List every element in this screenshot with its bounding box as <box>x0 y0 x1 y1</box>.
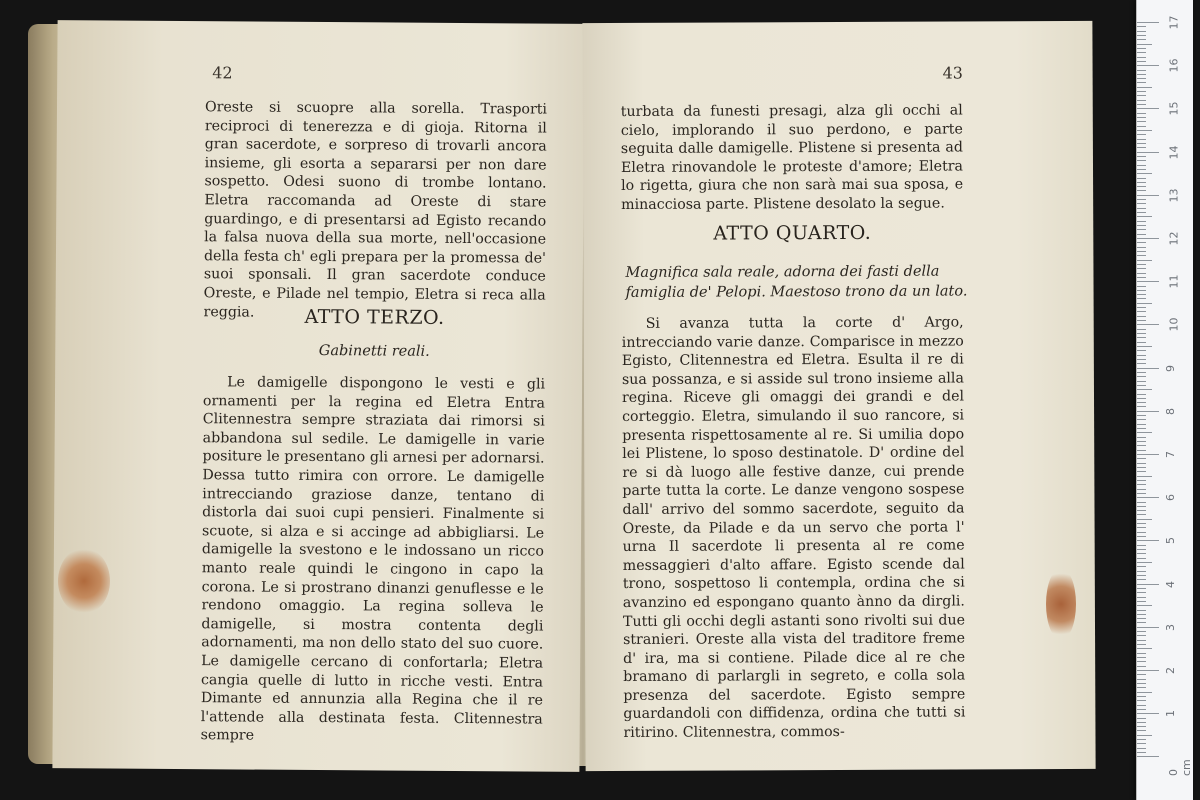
ruler-minor-tick <box>1137 381 1146 382</box>
ruler-minor-tick <box>1137 739 1146 740</box>
ruler-major-tick <box>1137 108 1159 109</box>
ruler-minor-tick <box>1137 484 1146 485</box>
left-top-paragraph: Oreste si scuopre alla sorella. Trasporti reciproci di tenerezza e di gioja. Ritorna il gran sacerdote, e sorpreso di trovarli ancora insieme, gli esorta a separarsi per non dare sospetto. Odesi suono di trombe lontano. Eletra raccomanda ad Oreste di stare guardingo, e di presentarsi ad Egisto recando la falsa nuova della sua morte, nell'occasione della festa ch' egli prepara per la promessa de' suoi sponsali. Il gran sacerdote conduce Oreste, e Pilade nel tempio, Eletra si reca alla reggia. <box>203 99 548 321</box>
ruler-label: 16 <box>1167 58 1181 73</box>
right-page-body-text <box>622 313 966 742</box>
ruler-minor-tick <box>1137 523 1146 524</box>
ruler-label: 15 <box>1167 101 1181 116</box>
ruler-minor-tick <box>1137 419 1146 420</box>
ruler-minor-tick <box>1137 260 1152 261</box>
ruler-label: 6 <box>1164 494 1177 502</box>
ruler-minor-tick <box>1137 510 1146 511</box>
ruler-minor-tick <box>1137 100 1146 101</box>
ruler-major-tick <box>1137 584 1159 585</box>
ruler-minor-tick <box>1137 385 1146 386</box>
act-three-scene: Gabinetti reali. <box>318 343 430 360</box>
ruler-label: 4 <box>1164 580 1177 588</box>
ruler-major-tick <box>1137 368 1159 369</box>
ruler-label: 1 <box>1164 710 1177 718</box>
ruler-minor-tick <box>1137 376 1146 377</box>
ruler-minor-tick <box>1137 178 1146 179</box>
ruler-minor-tick <box>1137 519 1152 520</box>
ruler-minor-tick <box>1137 610 1146 611</box>
ruler-label: 10 <box>1167 317 1181 332</box>
ruler-minor-tick <box>1137 329 1146 330</box>
ruler-minor-tick <box>1137 31 1146 32</box>
ruler-minor-tick <box>1137 311 1146 312</box>
ruler-minor-tick <box>1137 402 1146 403</box>
ruler-minor-tick <box>1137 640 1146 641</box>
ruler-minor-tick <box>1137 394 1146 395</box>
ruler-minor-tick <box>1137 298 1146 299</box>
ruler-minor-tick <box>1137 657 1146 658</box>
ruler-minor-tick <box>1137 748 1146 749</box>
ruler-minor-tick <box>1137 592 1146 593</box>
ruler-minor-tick <box>1137 121 1146 122</box>
ruler-major-tick <box>1137 65 1159 66</box>
ruler-minor-tick <box>1137 70 1146 71</box>
right-body-paragraph: Si avanza tutta la corte d' Argo, intrecciando varie danze. Comparisce in mezzo Egisto, Clitennestra ed Eletra. Esulta il re di sua possanza, e si asside sul trono insieme alla regina. Riceve gli omaggi dei grandi e del corteggio. Eletra, simulando il suo rancore, si presenta rispettosamente al re. Si umilia dopo lei Plistene, lo sposo destinatole. D' ordine del re si dà luogo alle festive danze, cui prende parte tutta la corte. Le danze vengono sospese dall' arrivo del sommo sacerdote, seguito da Oreste, da Pilade e da un servo che porta l' urna Il sacerdote li presenta al re come messaggieri d'alto affare. Egisto scende dal trono, sospettoso li contempla, ordina che si avanzino ed espongano quanto ànno da dirgli. Tutti gli occhi degli astanti sono rivolti sui due stranieri. Oreste alla vista del traditore freme d' ira, ma si contiene. Pilade dice al re che bramano di parlargli in segreto, e colla sola presenza del sacerdote. Egisto sempre guardandoli con diffidenza, ordina che tutti si ritirino. Clitennestra, commos- <box>621 314 966 742</box>
ruler-minor-tick <box>1137 117 1146 118</box>
ruler-minor-tick <box>1137 286 1146 287</box>
ruler-minor-tick <box>1137 553 1146 554</box>
ruler-minor-tick <box>1137 203 1146 204</box>
ruler-minor-tick <box>1137 35 1146 36</box>
ruler-major-tick <box>1137 324 1159 325</box>
right-page <box>582 21 1095 771</box>
ruler-minor-tick <box>1137 631 1146 632</box>
ruler-minor-tick <box>1137 502 1146 503</box>
ruler-minor-tick <box>1137 130 1152 131</box>
ruler-minor-tick <box>1137 229 1146 230</box>
ruler-minor-tick <box>1137 242 1146 243</box>
water-stain-left <box>58 548 110 614</box>
ruler-minor-tick <box>1137 683 1146 684</box>
ruler-minor-tick <box>1137 156 1146 157</box>
ruler-minor-tick <box>1137 666 1146 667</box>
ruler-major-tick <box>1137 411 1159 412</box>
ruler-minor-tick <box>1137 722 1146 723</box>
ruler-minor-tick <box>1137 692 1152 693</box>
ruler-major-tick <box>1137 454 1159 455</box>
ruler-minor-tick <box>1137 372 1146 373</box>
ruler-minor-tick <box>1137 186 1146 187</box>
ruler-minor-tick <box>1137 458 1146 459</box>
ruler-minor-tick <box>1137 726 1146 727</box>
ruler-minor-tick <box>1137 597 1146 598</box>
ruler-minor-tick <box>1137 320 1146 321</box>
ruler-minor-tick <box>1137 735 1152 736</box>
ruler-major-tick <box>1137 238 1159 239</box>
ruler-minor-tick <box>1137 355 1146 356</box>
ruler-minor-tick <box>1137 445 1146 446</box>
ruler-minor-tick <box>1137 588 1146 589</box>
ruler-minor-tick <box>1137 78 1146 79</box>
ruler-minor-tick <box>1137 307 1146 308</box>
ruler-minor-tick <box>1137 463 1146 464</box>
ruler-minor-tick <box>1137 234 1146 235</box>
ruler-minor-tick <box>1137 359 1146 360</box>
ruler-minor-tick <box>1137 558 1146 559</box>
act-four-scene-line-1: Magnifica sala reale, adorna dei fasti della <box>625 263 940 281</box>
left-page-body-text <box>201 373 546 747</box>
ruler-minor-tick <box>1137 247 1146 248</box>
ruler-minor-tick <box>1137 165 1146 166</box>
ruler-minor-tick <box>1137 160 1146 161</box>
ruler-minor-tick <box>1137 134 1146 135</box>
ruler-minor-tick <box>1137 450 1146 451</box>
left-page-top-text <box>204 98 548 324</box>
act-four-heading: ATTO QUARTO. <box>713 221 872 245</box>
ruler-minor-tick <box>1137 26 1146 27</box>
ruler-minor-tick <box>1137 428 1146 429</box>
ruler-label: 9 <box>1164 364 1177 372</box>
ruler-minor-tick <box>1137 406 1146 407</box>
ruler-minor-tick <box>1137 622 1146 623</box>
ruler-minor-tick <box>1137 424 1146 425</box>
right-page-top-text <box>621 101 963 214</box>
ruler-minor-tick <box>1137 216 1152 217</box>
ruler-minor-tick <box>1137 679 1146 680</box>
ruler-minor-tick <box>1137 182 1146 183</box>
ruler-minor-tick <box>1137 87 1152 88</box>
ruler-minor-tick <box>1137 579 1146 580</box>
ruler-minor-tick <box>1137 268 1146 269</box>
ruler-minor-tick <box>1137 709 1146 710</box>
ruler-minor-tick <box>1137 493 1146 494</box>
ruler-minor-tick <box>1137 532 1146 533</box>
ruler-minor-tick <box>1137 173 1152 174</box>
ruler-minor-tick <box>1137 139 1146 140</box>
ruler-minor-tick <box>1137 700 1146 701</box>
ruler-minor-tick <box>1137 718 1146 719</box>
ruler-label: 0 cm <box>1167 759 1193 777</box>
ruler-minor-tick <box>1137 648 1152 649</box>
ruler-minor-tick <box>1137 316 1146 317</box>
ruler-minor-tick <box>1137 743 1146 744</box>
ruler-minor-tick <box>1137 57 1146 58</box>
ruler-minor-tick <box>1137 363 1146 364</box>
ruler-minor-tick <box>1137 661 1146 662</box>
ruler-label: 8 <box>1164 407 1177 415</box>
ruler-minor-tick <box>1137 545 1146 546</box>
measuring-ruler <box>1136 0 1193 800</box>
ruler-minor-tick <box>1137 74 1146 75</box>
ruler-minor-tick <box>1137 273 1146 274</box>
ruler-minor-tick <box>1137 506 1146 507</box>
ruler-minor-tick <box>1137 143 1146 144</box>
ruler-label: 7 <box>1164 451 1177 458</box>
ruler-minor-tick <box>1137 549 1146 550</box>
ruler-minor-tick <box>1137 169 1146 170</box>
ruler-major-tick <box>1137 540 1159 541</box>
ruler-minor-tick <box>1137 126 1146 127</box>
ruler-minor-tick <box>1137 562 1152 563</box>
ruler-label: 17 <box>1167 15 1181 30</box>
ruler-minor-tick <box>1137 350 1146 351</box>
ruler-minor-tick <box>1137 95 1146 96</box>
ruler-minor-tick <box>1137 635 1146 636</box>
ruler-minor-tick <box>1137 147 1146 148</box>
ruler-major-tick <box>1137 756 1159 757</box>
ruler-label: 12 <box>1167 231 1181 246</box>
ruler-minor-tick <box>1137 614 1146 615</box>
ruler-minor-tick <box>1137 82 1146 83</box>
act-four-scene-line-2: famiglia de' Pelopi. Maestoso trono da un lato. <box>625 283 968 301</box>
act-four-scene <box>625 261 970 303</box>
ruler-minor-tick <box>1137 44 1152 45</box>
ruler-minor-tick <box>1137 571 1146 572</box>
ruler-minor-tick <box>1137 432 1152 433</box>
ruler-label: 2 <box>1164 667 1177 674</box>
ruler-minor-tick <box>1137 225 1146 226</box>
ruler-major-tick <box>1137 152 1159 153</box>
ruler-minor-tick <box>1137 527 1146 528</box>
ruler-minor-tick <box>1137 91 1146 92</box>
ruler-minor-tick <box>1137 398 1146 399</box>
ruler-minor-tick <box>1137 653 1146 654</box>
ruler-minor-tick <box>1137 644 1146 645</box>
ruler-minor-tick <box>1137 752 1146 753</box>
ruler-minor-tick <box>1137 575 1146 576</box>
ruler-minor-tick <box>1137 730 1146 731</box>
ruler-major-tick <box>1137 195 1159 196</box>
ruler-minor-tick <box>1137 52 1146 53</box>
ruler-label: 11 <box>1167 274 1181 289</box>
ruler-minor-tick <box>1137 441 1146 442</box>
left-body-paragraph: Le damigelle dispongono le vesti e gli ornamenti per la regina ed Eletra Entra Clitennestra sempre straziata dai rimorsi si abbandona sul sedile. Le damigelle in varie positure le presentano gli arnesi per adornarsi. Dessa tutto rimira con orrore. Le damigelle intrecciando graziose danze, tentano di distorla dai suoi cupi pensieri. Finalmente si scuote, si alza e si accinge ad abbigliarsi. Le damigelle la svestono e le indossano un ricco manto reale quindi le cingono in capo la corona. Le si prostrano dinanzi genuflesse e le rendono omaggio. La regina solleva le damigelle, si mostra contenta degli adornamenti, ma non dello stato del suo cuore. Le damigelle cercano di confortarla; Eletra cangia quelle di lutto in ricche vesti. Entra Dimante ed annunzia alla Regina che il re l'attende alla destinata festa. Clitennestra sempre <box>200 374 546 744</box>
ruler-minor-tick <box>1137 346 1152 347</box>
right-page-number: 43 <box>942 63 963 83</box>
ruler-minor-tick <box>1137 104 1146 105</box>
ruler-major-tick <box>1137 497 1159 498</box>
ruler-minor-tick <box>1137 342 1146 343</box>
ruler-label: 5 <box>1164 537 1177 545</box>
ruler-minor-tick <box>1137 467 1146 468</box>
ruler-minor-tick <box>1137 290 1146 291</box>
ruler-minor-tick <box>1137 601 1146 602</box>
ruler-minor-tick <box>1137 333 1146 334</box>
ruler-minor-tick <box>1137 437 1146 438</box>
ruler-minor-tick <box>1137 605 1152 606</box>
ruler-minor-tick <box>1137 199 1146 200</box>
ruler-minor-tick <box>1137 476 1152 477</box>
ruler-minor-tick <box>1137 113 1146 114</box>
ruler-minor-tick <box>1137 294 1146 295</box>
ruler-minor-tick <box>1137 705 1146 706</box>
ruler-minor-tick <box>1137 303 1152 304</box>
ruler-label: 14 <box>1167 145 1181 160</box>
ruler-minor-tick <box>1137 61 1146 62</box>
ruler-minor-tick <box>1137 221 1146 222</box>
ruler-minor-tick <box>1137 277 1146 278</box>
ruler-minor-tick <box>1137 696 1146 697</box>
right-top-paragraph: turbata da funesti presagi, alza gli occhi al cielo, implorando il suo perdono, e parte seguita dalle damigelle. Plistene si presenta ad Eletra rinovandole le proteste d'amore; Eletra lo rigetta, giura che non sarà mai sua sposa, e minacciosa parte. Plistene desolato la segue. <box>620 102 964 213</box>
ruler-minor-tick <box>1137 251 1146 252</box>
water-stain-right <box>1046 568 1076 640</box>
left-page <box>52 20 584 772</box>
ruler-label: 13 <box>1167 188 1181 203</box>
ruler-major-tick <box>1137 713 1159 714</box>
ruler-minor-tick <box>1137 337 1146 338</box>
ruler-label: 3 <box>1164 623 1177 631</box>
ruler-minor-tick <box>1137 190 1146 191</box>
ruler-minor-tick <box>1137 48 1146 49</box>
ruler-minor-tick <box>1137 212 1146 213</box>
ruler-minor-tick <box>1137 39 1146 40</box>
ruler-minor-tick <box>1137 489 1146 490</box>
ruler-minor-tick <box>1137 208 1146 209</box>
ruler-minor-tick <box>1137 480 1146 481</box>
act-three-heading: ATTO TERZO. <box>304 305 445 329</box>
ruler-major-tick <box>1137 627 1159 628</box>
ruler-major-tick <box>1137 670 1159 671</box>
ruler-minor-tick <box>1137 255 1146 256</box>
ruler-minor-tick <box>1137 264 1146 265</box>
ruler-minor-tick <box>1137 389 1152 390</box>
ruler-minor-tick <box>1137 566 1146 567</box>
left-page-number: 42 <box>212 63 233 83</box>
ruler-minor-tick <box>1137 674 1146 675</box>
ruler-minor-tick <box>1137 514 1146 515</box>
ruler-major-tick <box>1137 281 1159 282</box>
ruler-major-tick <box>1137 22 1159 23</box>
ruler-minor-tick <box>1137 415 1146 416</box>
ruler-minor-tick <box>1137 687 1146 688</box>
ruler-minor-tick <box>1137 471 1146 472</box>
ruler-minor-tick <box>1137 536 1146 537</box>
ruler-minor-tick <box>1137 618 1146 619</box>
